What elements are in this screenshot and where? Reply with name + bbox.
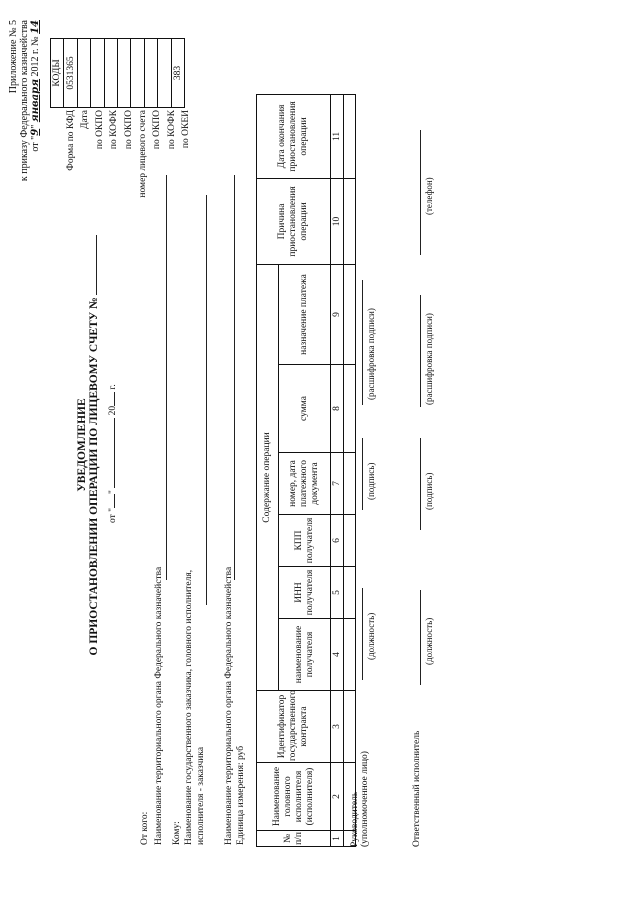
to-org-line[interactable]: [206, 195, 207, 605]
head-decoding-line[interactable]: [362, 280, 363, 405]
code-label: по ОКЕИ: [181, 110, 192, 149]
code-label: по КОФК: [166, 110, 177, 150]
code-label: по ОКПО: [94, 110, 105, 150]
column-number: 4: [331, 619, 344, 691]
code-value[interactable]: 0531365: [64, 39, 77, 108]
code-value[interactable]: [144, 39, 157, 108]
appendix-month: января: [30, 78, 41, 123]
title-line1: УВЕДОМЛЕНИЕ: [76, 398, 88, 492]
to-org-label-1: Наименование государственного заказчика, головного исполнителя,: [184, 569, 194, 845]
col-enddate-header: Дата окончания приостановления операции: [257, 94, 331, 178]
to-org-label-2: исполнителя - заказчика: [196, 746, 206, 845]
head-decoding-caption: (расшифровка подписи): [366, 308, 376, 400]
code-value[interactable]: 383: [171, 39, 184, 108]
code-labels: [64, 110, 194, 198]
codes-table: [50, 38, 185, 108]
operations-table: [256, 94, 356, 847]
to-label: Кому:: [172, 821, 182, 845]
head-label: Руководитель (уполномоченное лицо): [350, 751, 370, 847]
col-head-exec-header: Наименование головного исполнителя (исполнителя): [257, 763, 331, 831]
from-org-label: Наименование территориального органа Федерального казначейства: [154, 566, 164, 845]
appendix-header: [8, 20, 41, 181]
col-contract-header: Идентификатор государственного контракта: [257, 691, 331, 763]
table-row: [344, 94, 356, 846]
column-number: 1: [331, 831, 344, 847]
codes-header: КОДЫ: [51, 39, 64, 108]
terr-org-line[interactable]: [234, 175, 235, 580]
code-label: по ОКПО: [123, 110, 134, 150]
column-number: 5: [331, 567, 344, 619]
executor-decoding-line[interactable]: [420, 295, 421, 407]
executor-position-caption: (должность): [424, 617, 434, 665]
terr-org-label: Наименование территориального органа Федерального казначейства: [224, 566, 234, 845]
document-title: [76, 225, 100, 665]
head-signature-caption: (подпись): [366, 462, 376, 500]
unit-label: Единица измерения: руб: [236, 745, 246, 845]
col-kpp-header: КПП получателя: [279, 515, 331, 567]
head-position-caption: (должность): [366, 612, 376, 660]
executor-label: Ответственный исполнитель: [412, 730, 422, 847]
title-line2: О ПРИОСТАНОВЛЕНИИ ОПЕРАЦИИ ПО ЛИЦЕВОМУ СЧЕТУ №: [88, 225, 100, 665]
executor-phone-caption: (телефон): [424, 177, 434, 215]
code-label: по КОФК: [109, 110, 120, 150]
executor-position-line[interactable]: [420, 590, 421, 685]
col-docnum-header: номер, дата платежного документа: [279, 453, 331, 515]
col-content-header: Содержание операции: [257, 264, 279, 690]
code-label: Дата: [80, 110, 91, 129]
document-date: от "" 20 г.: [108, 384, 118, 523]
from-label: От кого:: [140, 811, 150, 845]
col-reason-header: Причина приостановления операции: [257, 178, 331, 264]
executor-phone-line[interactable]: [420, 130, 421, 255]
executor-signature-line[interactable]: [420, 438, 421, 530]
head-signature-line[interactable]: [362, 438, 363, 510]
code-value[interactable]: [131, 39, 144, 108]
column-number: 9: [331, 264, 344, 364]
appendix-line2: к приказу Федерального казначейства: [19, 20, 30, 182]
col-purpose-header: назначение платежа: [279, 264, 331, 364]
appendix-number: 14: [30, 20, 41, 34]
code-label: по ОКПО: [152, 110, 163, 150]
column-number: 2: [331, 763, 344, 831]
executor-decoding-caption: (расшифровка подписи): [424, 313, 434, 405]
column-number: 6: [331, 515, 344, 567]
appendix-line3: от "9" января 2012 г. № 14: [30, 20, 41, 152]
col-inn-header: ИНН получателя: [279, 567, 331, 619]
code-value[interactable]: [104, 39, 117, 108]
from-org-line[interactable]: [166, 175, 167, 580]
code-value[interactable]: [77, 39, 90, 108]
code-label: номер лицевого счета: [138, 110, 149, 198]
column-number: 7: [331, 453, 344, 515]
column-number: 3: [331, 691, 344, 763]
col-sum-header: сумма: [279, 365, 331, 453]
account-number-blank[interactable]: [96, 235, 97, 295]
column-number: 8: [331, 365, 344, 453]
code-value[interactable]: [117, 39, 130, 108]
code-value[interactable]: [158, 39, 171, 108]
executor-signature-caption: (подпись): [424, 472, 434, 510]
col-num-header: № п/п: [257, 831, 331, 847]
col-recipient-header: наименование получателя: [279, 619, 331, 691]
appendix-day: 9: [30, 128, 41, 136]
code-label: Форма по КФД: [66, 110, 76, 171]
column-number: 11: [331, 94, 344, 178]
column-number: 10: [331, 178, 344, 264]
head-position-line[interactable]: [362, 588, 363, 680]
column-numbers-row: [331, 94, 344, 846]
appendix-line1: Приложение № 5: [8, 20, 19, 94]
code-value[interactable]: [91, 39, 104, 108]
